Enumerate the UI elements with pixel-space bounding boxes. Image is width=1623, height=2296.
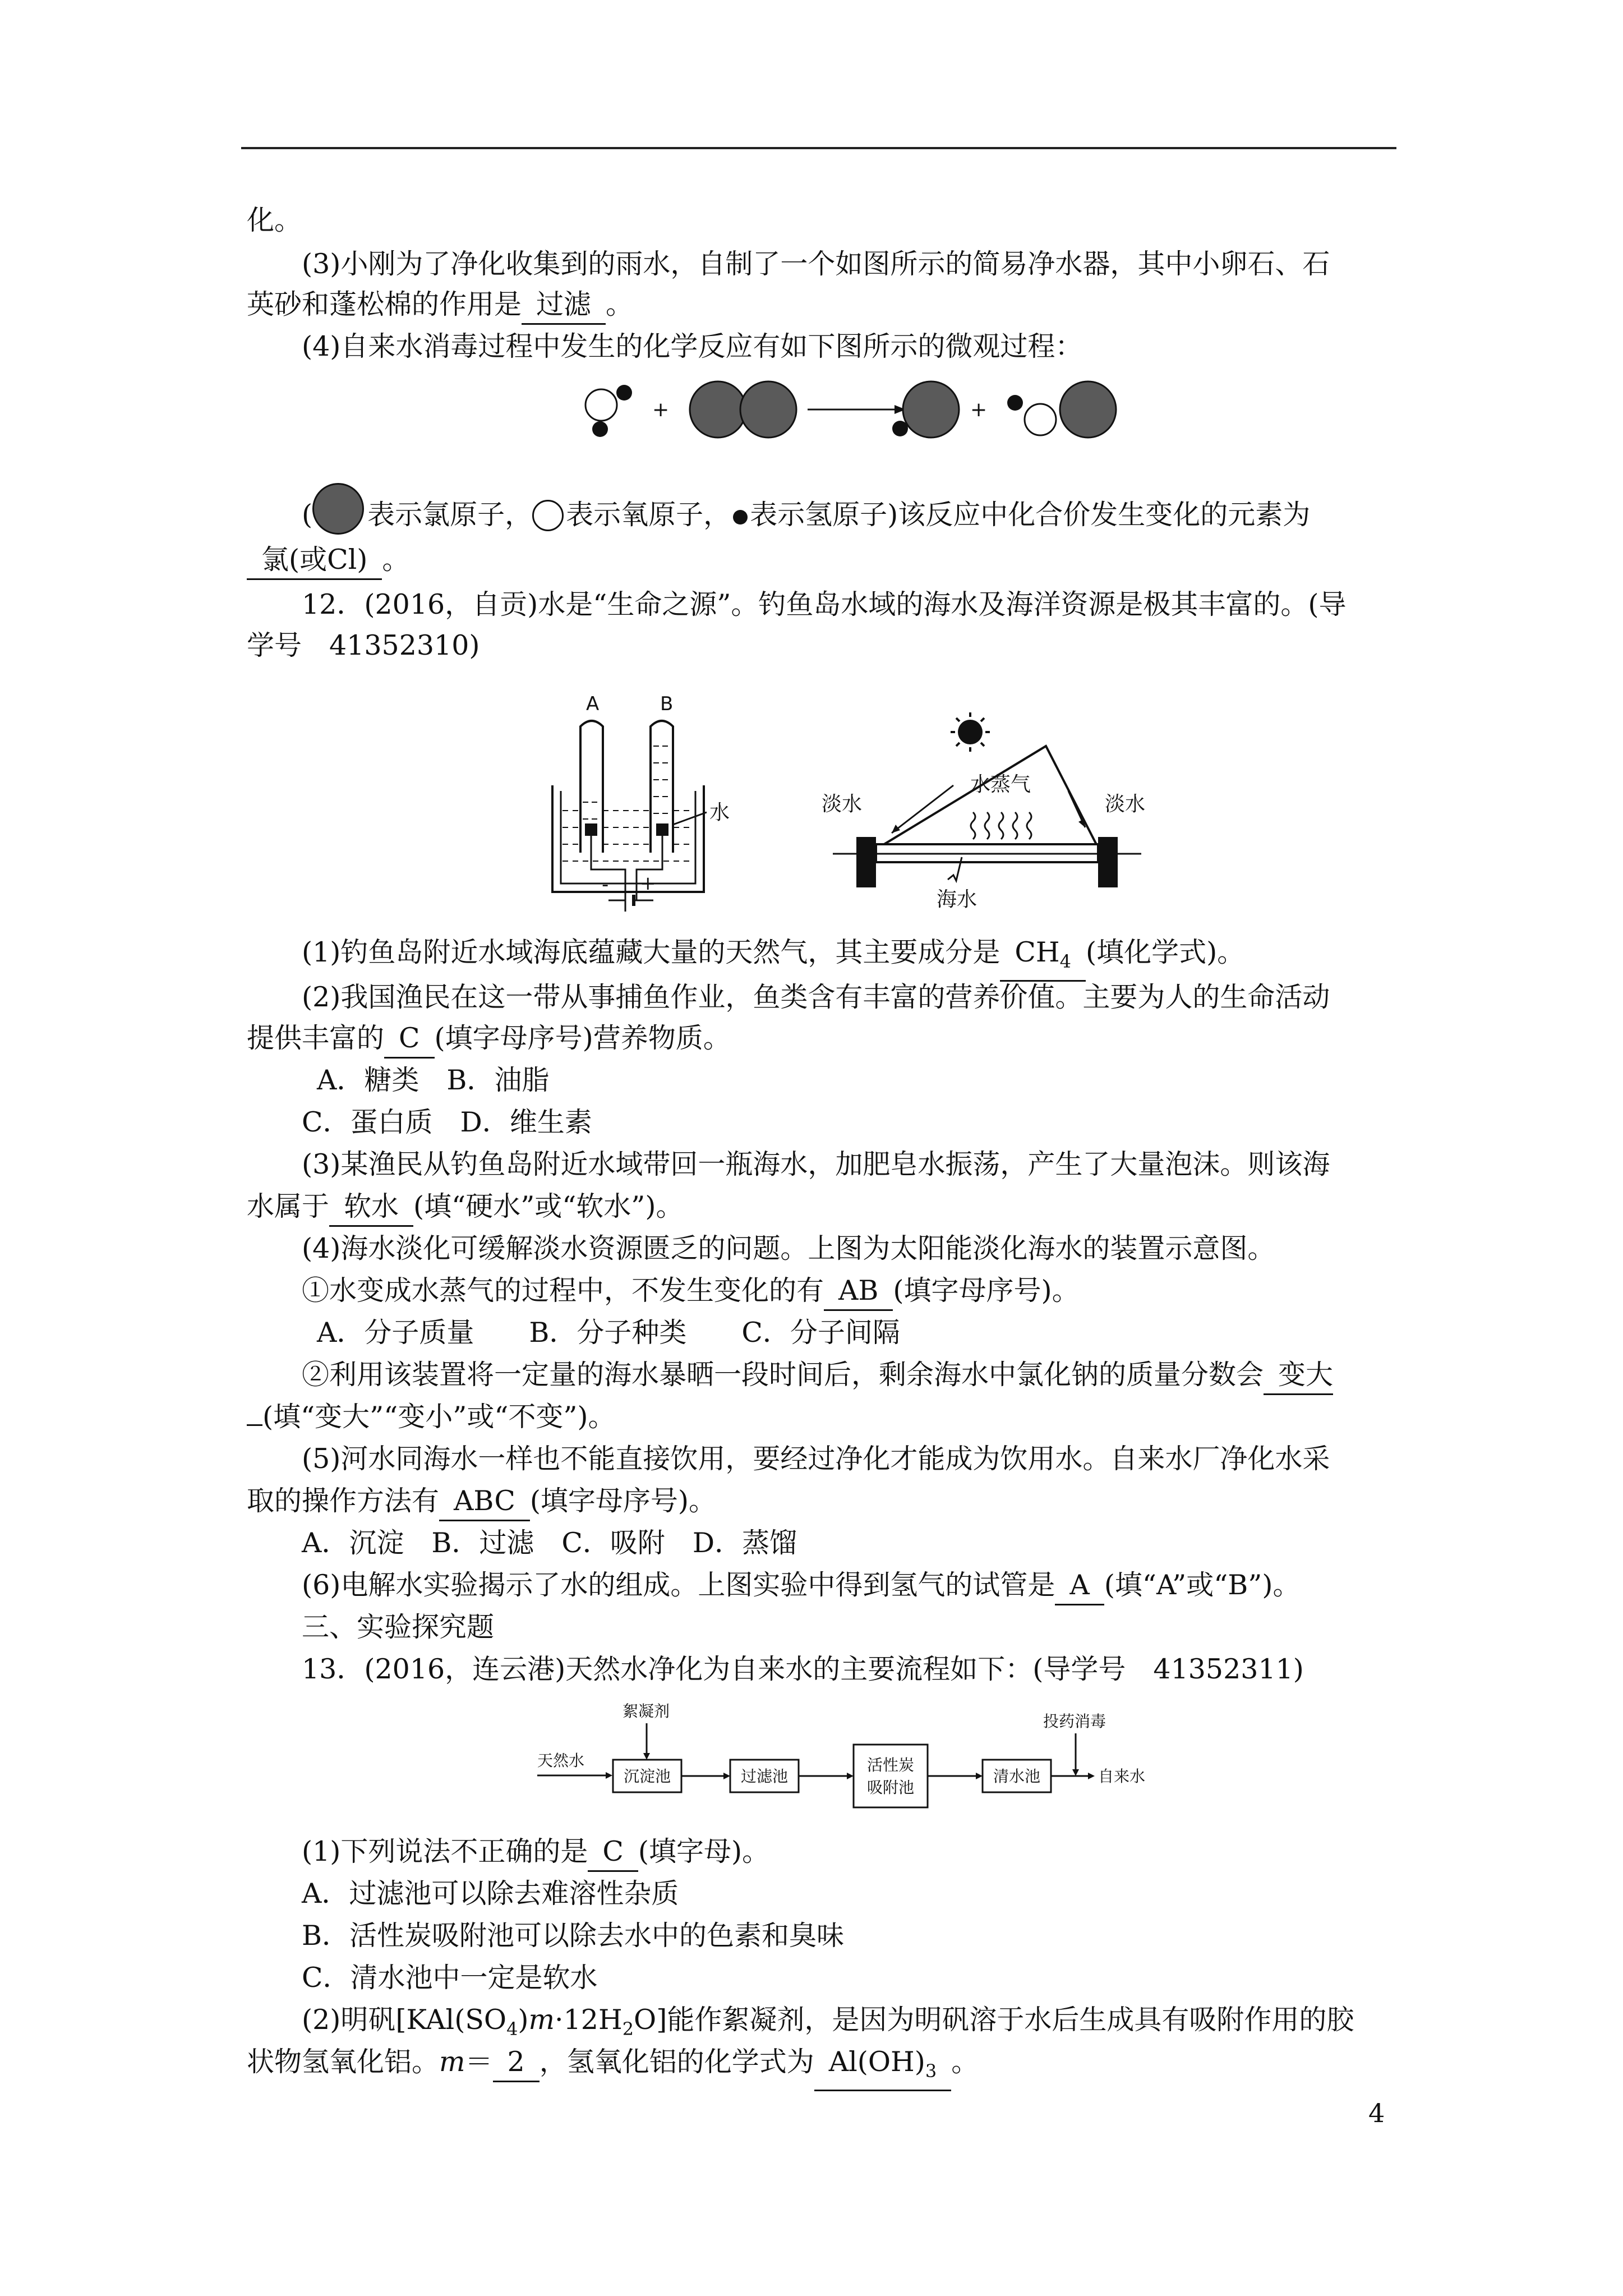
question-12-3-cont: 水属于 软水 (填“硬水”或“软水”)。 [247, 1188, 1402, 1227]
question-12-6: (6)电解水实验揭示了水的组成。上图实验中得到氢气的试管是 A (填“A”或“B”)。 [302, 1567, 1457, 1605]
question-3: (3)小刚为了净化收集到的雨水，自制了一个如图所示的简易净水器，其中小卵石、石 [302, 248, 1330, 280]
flow-flocculant-label: 絮凝剂 [623, 1702, 670, 1720]
oxygen-atom [585, 389, 617, 421]
question-12-2: (2)我国渔民在这一带从事捕鱼作业，鱼类含有丰富的营养价值。主要为人的生命活动 [302, 981, 1330, 1013]
answer-blank: 过滤 [522, 286, 606, 325]
option-c: C．清水池中一定是软水 [302, 1962, 598, 1994]
oxygen-atom-icon [532, 500, 564, 531]
answer-blank: C [384, 1020, 435, 1059]
svg-text:过滤池: 过滤池 [741, 1767, 789, 1786]
question-13: 13．(2016，连云港)天然水净化为自来水的主要流程如下：(导学号 41352311) [302, 1653, 1304, 1685]
question-12: 12．(2016，自贡)水是“生命之源”。钓鱼岛水域的海水及海洋资源是极其丰富的。(导 [302, 588, 1347, 620]
question-12-4-1: ①水变成水蒸气的过程中，不发生变化的有 AB (填字母序号)。 [302, 1272, 1457, 1311]
hydrogen-atom [892, 421, 908, 436]
chlorine-atom [903, 381, 959, 438]
flow-disinfect-label: 投药消毒 [1043, 1712, 1106, 1731]
answer-blank: C [588, 1833, 638, 1872]
tube-label-b: B [660, 693, 674, 715]
question-12-3: (3)某渔民从钓鱼岛附近水域带回一瓶海水，加肥皂水振荡，产生了大量泡沫。则该海 [302, 1148, 1330, 1180]
question-12-5-cont: 取的操作方法有 ABC (填字母序号)。 [247, 1483, 1402, 1521]
chlorine-atom-icon [312, 483, 364, 535]
svg-text:沉淀池: 沉淀池 [624, 1767, 671, 1786]
support-left [856, 837, 876, 887]
chlorine-atom [690, 381, 746, 438]
text-line: 化。 [247, 204, 302, 236]
flow-box-activated-carbon [854, 1745, 928, 1807]
answer-blank: 变大 [1264, 1356, 1333, 1395]
label-water-vapor: 水蒸气 [970, 773, 1031, 796]
page-number: 4 [1368, 2098, 1385, 2128]
section-heading: 三、实验探究题 [302, 1611, 495, 1643]
question-12-4: (4)海水淡化可缓解淡水资源匮乏的问题。上图为太阳能淡化海水的装置示意图。 [302, 1232, 1275, 1264]
svg-text:清水池: 清水池 [993, 1767, 1041, 1786]
header-rule [241, 147, 1396, 149]
answer-blank: AB [824, 1272, 893, 1311]
question-12-1: (1)钓鱼岛附近水域海底蕴藏大量的天然气，其主要成分是 $CH_4$ (填化学式)。 [302, 934, 1457, 982]
electrode [656, 823, 668, 836]
battery-plus: + [640, 872, 656, 895]
water-trough [552, 785, 704, 892]
electrode [585, 823, 597, 836]
options-line: C．蛋白质 D．维生素 [302, 1106, 592, 1138]
answer-blank: $CH_4$ [1000, 934, 1086, 982]
answer-blank: A [1055, 1567, 1104, 1605]
battery-minus: - [602, 873, 609, 896]
hydrogen-atom-icon [733, 510, 748, 524]
option-a: A．过滤池可以除去难溶性杂质 [302, 1878, 679, 1910]
question-12-5: (5)河水同海水一样也不能直接饮用，要经过净化才能成为饮用水。自来水厂净化水采 [302, 1443, 1330, 1475]
water-label: 水 [709, 801, 730, 824]
question-13-2-cont: 状物氢氧化铝。m＝ 2 ，氢氧化铝的化学式为 $Al(OH)_3$ 。 [247, 2044, 1402, 2091]
question-4: (4)自来水消毒过程中发生的化学反应有如下图所示的微观过程： [302, 330, 1083, 362]
flow-input-label: 天然水 [537, 1751, 585, 1770]
question-12-4-2-cont: (填“变大”“变小”或“不变”)。 [247, 1398, 1402, 1435]
question-13-1: (1)下列说法不正确的是 C (填字母)。 [302, 1833, 1457, 1872]
support-right [1098, 837, 1118, 887]
water-treatment-flowchart [533, 1694, 1178, 1818]
electrolysis-diagram [536, 690, 777, 903]
options-line: A．糖类 B．油脂 [317, 1064, 550, 1096]
tube-label-a: A [586, 693, 600, 715]
label-fresh-water-left: 淡水 [822, 793, 863, 816]
answer-blank-tail [247, 1424, 262, 1426]
options-line: A．分子质量 B．分子种类 C．分子间隔 [317, 1317, 900, 1349]
chlorine-atom [1060, 381, 1116, 438]
label-sea-water: 海水 [937, 888, 978, 911]
legend-line-cont: 氯(或Cl) 。 [247, 541, 1402, 580]
question-13-2: (2)明矾$[KAl(SO_4)m\cdot 12H_2O]$能作絮凝剂，是因为明矾溶于水后生成具有吸附作用的胶 [302, 2004, 1354, 2040]
hydrogen-atom [592, 421, 608, 437]
question-12-4-2: ②利用该装置将一定量的海水暴晒一段时间后，剩余海水中氯化钠的质量分数会 变大 [302, 1356, 1457, 1395]
question-12-cont: 学号 41352310) [247, 629, 480, 661]
sun-icon [958, 720, 983, 744]
svg-text:活性炭: 活性炭 [867, 1756, 915, 1774]
answer-blank: 软水 [329, 1188, 413, 1227]
options-line: A．沉淀 B．过滤 C．吸附 D．蒸馏 [302, 1527, 797, 1559]
answer-blank: 氯(或Cl) [247, 541, 382, 580]
chlorine-atom [740, 381, 796, 438]
question-12-2-cont: 提供丰富的 C (填字母序号)营养物质。 [247, 1020, 1402, 1059]
label-fresh-water-right: 淡水 [1105, 793, 1146, 816]
hydrogen-atom [616, 385, 632, 401]
option-b: B．活性炭吸附池可以除去水中的色素和臭味 [302, 1920, 845, 1952]
answer-blank: $Al(OH)_3$ [814, 2044, 952, 2091]
question-3-cont: 英砂和蓬松棉的作用是 过滤 。 [247, 286, 1402, 325]
reaction-diagram [578, 370, 1138, 454]
svg-text:吸附池: 吸附池 [867, 1778, 915, 1797]
glass-cover [875, 746, 1099, 850]
oxygen-atom [1025, 404, 1056, 435]
flow-output-label: 自来水 [1098, 1767, 1146, 1786]
solar-desalination-diagram [822, 707, 1146, 920]
answer-blank: 2 [493, 2044, 540, 2082]
plus-sign: + [652, 398, 670, 421]
plus-sign: + [970, 398, 988, 421]
legend-line: ( 表示氯原子， 表示氧原子， 表示氢原子)该反应中化合价发生变化的元素为 [302, 496, 1457, 535]
hydrogen-atom [1007, 395, 1023, 411]
answer-blank: ABC [439, 1483, 530, 1521]
